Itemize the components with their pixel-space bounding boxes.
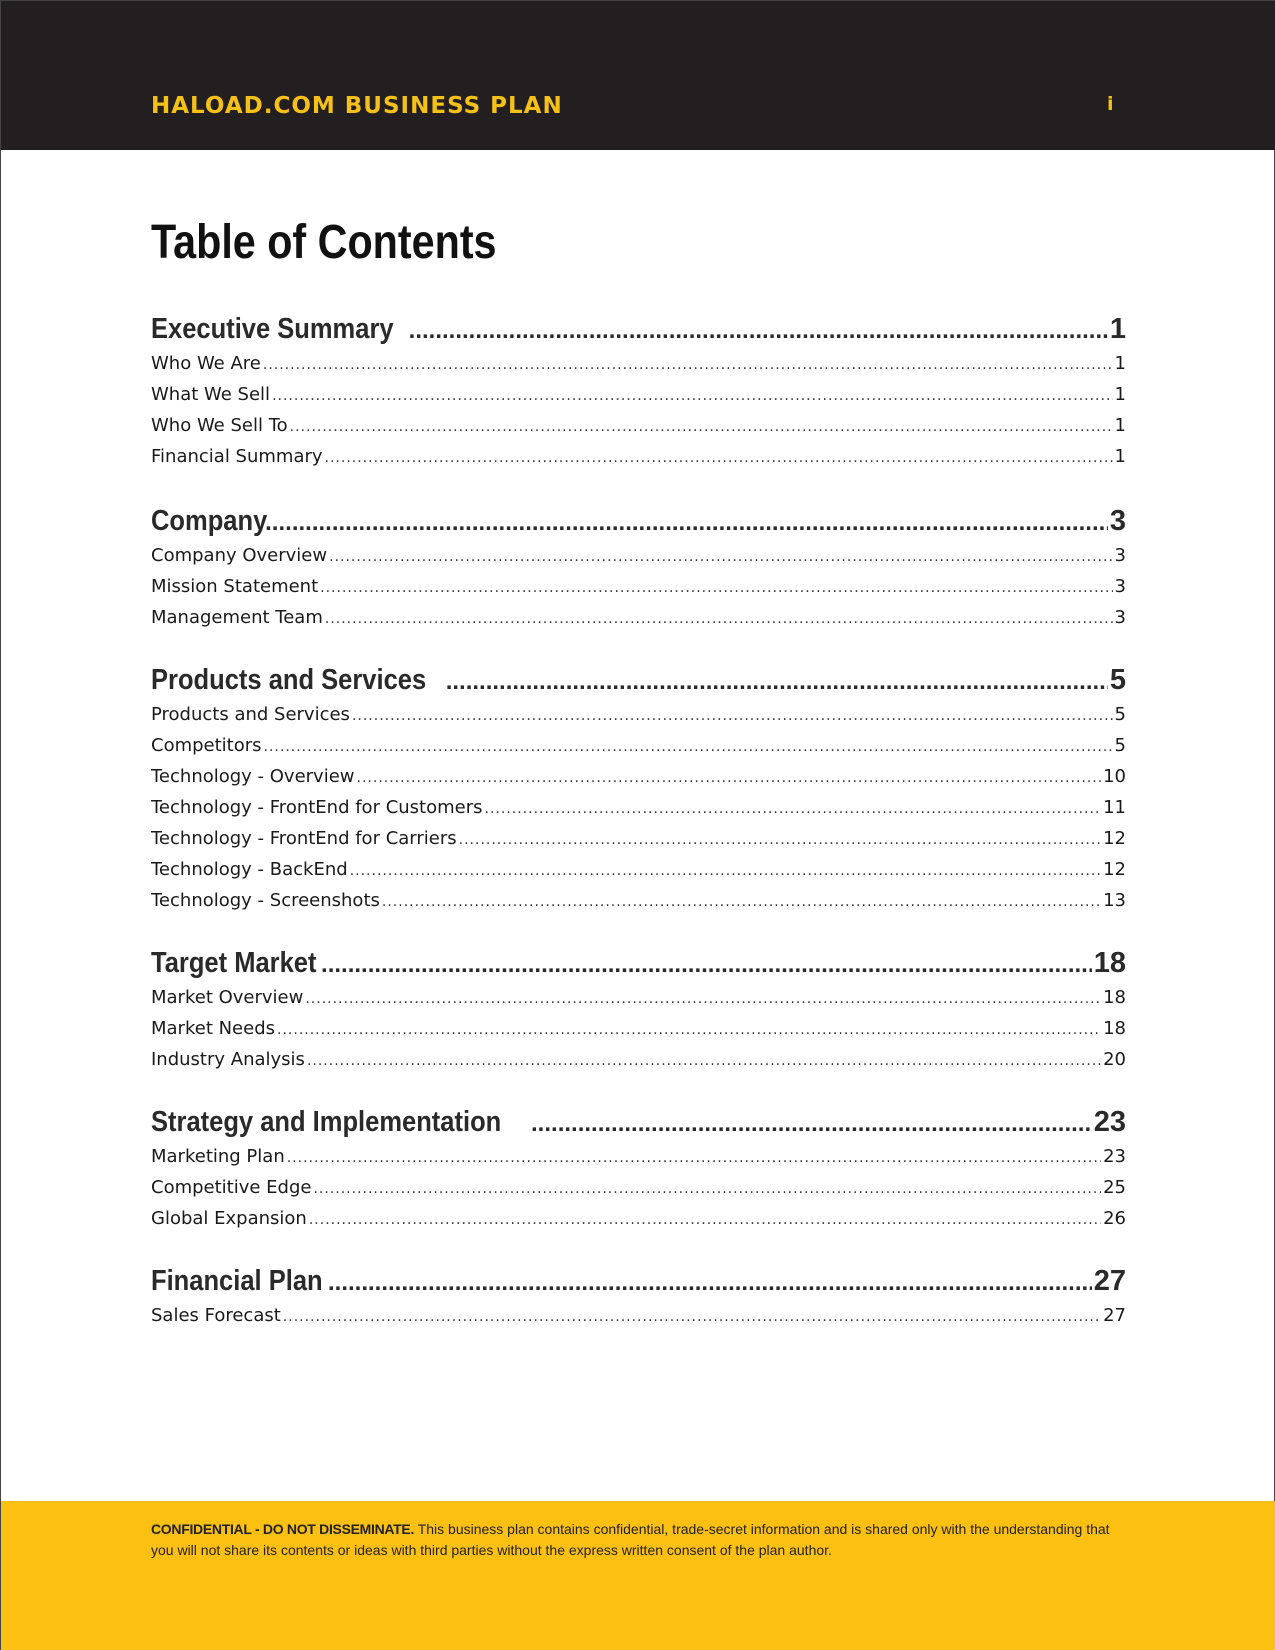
toc-entry-page: 1 (1114, 384, 1126, 405)
toc-leader-dots (305, 991, 1101, 1007)
toc-leader-dots (357, 770, 1102, 786)
toc-section-page: 23 (1093, 1106, 1126, 1138)
toc-leader-dots (350, 863, 1101, 879)
toc-entry-title: Technology - BackEnd (151, 859, 348, 880)
header-page-number: i (1107, 93, 1114, 115)
toc-entry-title: Technology - Overview (151, 766, 355, 787)
toc-entry-title: Technology - FrontEnd for Carriers (151, 828, 457, 849)
toc-leader-dots (459, 832, 1101, 848)
toc-entry-page: 25 (1103, 1177, 1126, 1198)
toc-entry-page: 12 (1103, 859, 1126, 880)
toc-leader-dots (328, 1269, 1092, 1297)
toc-entry-page: 1 (1114, 415, 1126, 436)
toc-leader-dots (272, 388, 1112, 404)
toc-entry-title: Products and Services (151, 704, 350, 725)
toc-entry[interactable] (151, 1305, 1126, 1336)
toc-leader-dots (485, 801, 1102, 817)
table-of-contents (151, 313, 1126, 1362)
toc-section-page: 18 (1093, 947, 1126, 979)
toc-entry-page: 5 (1114, 735, 1126, 756)
toc-entry[interactable] (151, 859, 1126, 890)
toc-section-heading[interactable] (151, 313, 1126, 353)
toc-section-title: Financial Plan (151, 1265, 323, 1297)
toc-entry-page: 10 (1103, 766, 1126, 787)
toc-leader-dots (382, 894, 1101, 910)
toc-entry-page: 20 (1103, 1049, 1126, 1070)
toc-entry[interactable] (151, 353, 1126, 384)
toc-section-page: 27 (1093, 1265, 1126, 1297)
toc-leader-dots (265, 509, 1108, 537)
toc-section (151, 664, 1126, 921)
toc-section (151, 947, 1126, 1080)
toc-entry[interactable] (151, 704, 1126, 735)
toc-leader-dots (307, 1053, 1101, 1069)
toc-leader-dots (329, 549, 1112, 565)
toc-entry-title: Company Overview (151, 545, 328, 566)
toc-entry-page: 3 (1114, 576, 1126, 597)
page-footer (1, 1501, 1275, 1650)
toc-leader-dots (277, 1022, 1101, 1038)
toc-entry[interactable] (151, 890, 1126, 921)
toc-entry[interactable] (151, 545, 1126, 576)
toc-leader-dots (446, 668, 1108, 696)
toc-entry-title: Financial Summary (151, 446, 323, 467)
toc-entry-page: 18 (1103, 987, 1126, 1008)
toc-leader-dots (321, 951, 1092, 979)
toc-entry-title: Technology - FrontEnd for Customers (151, 797, 483, 818)
toc-entry[interactable] (151, 384, 1126, 415)
toc-leader-dots (352, 708, 1113, 724)
toc-entry-title: Marketing Plan (151, 1146, 285, 1167)
toc-section (151, 313, 1126, 477)
toc-entry-page: 3 (1114, 607, 1126, 628)
toc-leader-dots (325, 450, 1113, 466)
toc-entry-page: 26 (1103, 1208, 1126, 1229)
toc-entry-title: Competitors (151, 735, 262, 756)
toc-title: Table of Contents (151, 216, 497, 269)
toc-entry[interactable] (151, 735, 1126, 766)
toc-section-title: Strategy and Implementation (151, 1106, 502, 1138)
toc-section-heading[interactable] (151, 1106, 1126, 1146)
toc-entry-title: Competitive Edge (151, 1177, 312, 1198)
confidentiality-notice (151, 1519, 1126, 1561)
toc-entry-page: 11 (1103, 797, 1126, 818)
toc-entry[interactable] (151, 1177, 1126, 1208)
toc-entry[interactable] (151, 415, 1126, 446)
toc-entry[interactable] (151, 1018, 1126, 1049)
toc-leader-dots (283, 1309, 1101, 1325)
toc-section-heading[interactable] (151, 664, 1126, 704)
toc-section (151, 505, 1126, 638)
toc-entry-page: 5 (1114, 704, 1126, 725)
toc-section-page: 5 (1109, 664, 1126, 696)
toc-entry-title: What We Sell (151, 384, 271, 405)
toc-section (151, 1106, 1126, 1239)
toc-entry[interactable] (151, 1208, 1126, 1239)
toc-leader-dots (320, 580, 1112, 596)
toc-leader-dots (264, 739, 1113, 755)
toc-section-title: Products and Services (151, 664, 427, 696)
toc-section-title: Executive Summary (151, 313, 394, 345)
toc-entry[interactable] (151, 607, 1126, 638)
toc-entry-page: 1 (1114, 353, 1126, 374)
toc-entry[interactable] (151, 797, 1126, 828)
toc-entry-title: Industry Analysis (151, 1049, 305, 1070)
toc-leader-dots (325, 611, 1113, 627)
toc-entry-title: Technology - Screenshots (151, 890, 380, 911)
toc-section (151, 1265, 1126, 1336)
toc-entry[interactable] (151, 987, 1126, 1018)
toc-entry-title: Who We Sell To (151, 415, 288, 436)
header-title: HALOAD.COM BUSINESS PLAN (151, 93, 563, 119)
toc-leader-dots (309, 1212, 1101, 1228)
toc-entry[interactable] (151, 828, 1126, 859)
toc-entry-page: 1 (1114, 446, 1126, 467)
page-header (1, 1, 1275, 150)
toc-leader-dots (313, 1181, 1101, 1197)
toc-section-heading[interactable] (151, 947, 1126, 987)
toc-entry-title: Market Overview (151, 987, 304, 1008)
toc-leader-dots (287, 1150, 1101, 1166)
toc-leader-dots (263, 357, 1113, 373)
toc-entry[interactable] (151, 446, 1126, 477)
toc-entry-page: 12 (1103, 828, 1126, 849)
toc-entry-title: Management Team (151, 607, 323, 628)
toc-entry-title: Global Expansion (151, 1208, 307, 1229)
toc-leader-dots (531, 1110, 1092, 1138)
toc-entry-page: 13 (1103, 890, 1126, 911)
toc-entry-title: Who We Are (151, 353, 261, 374)
toc-entry-title: Sales Forecast (151, 1305, 281, 1326)
toc-entry[interactable] (151, 576, 1126, 607)
toc-leader-dots (290, 419, 1113, 435)
toc-entry[interactable] (151, 1049, 1126, 1080)
toc-section-page: 3 (1109, 505, 1126, 537)
toc-entry-title: Market Needs (151, 1018, 276, 1039)
toc-entry[interactable] (151, 1146, 1126, 1177)
toc-section-heading[interactable] (151, 1265, 1126, 1305)
toc-entry-title: Mission Statement (151, 576, 319, 597)
toc-section-page: 1 (1109, 313, 1126, 345)
toc-entry-page: 3 (1114, 545, 1126, 566)
toc-entry[interactable] (151, 766, 1126, 797)
toc-entry-page: 23 (1103, 1146, 1126, 1167)
toc-entry-page: 27 (1103, 1305, 1126, 1326)
toc-section-heading[interactable] (151, 505, 1126, 545)
toc-leader-dots (409, 317, 1108, 345)
toc-entry-page: 18 (1103, 1018, 1126, 1039)
toc-section-title: Company (151, 505, 268, 537)
confidential-notice-text: This business plan contains confidential, trade-secret information and is shared only with the understanding that you will not share its contents or ideas with third parties without the express written consent of the plan author. (151, 1521, 1110, 1558)
toc-section-title: Target Market (151, 947, 317, 979)
confidential-label: CONFIDENTIAL - DO NOT DISSEMINATE. (151, 1521, 415, 1537)
